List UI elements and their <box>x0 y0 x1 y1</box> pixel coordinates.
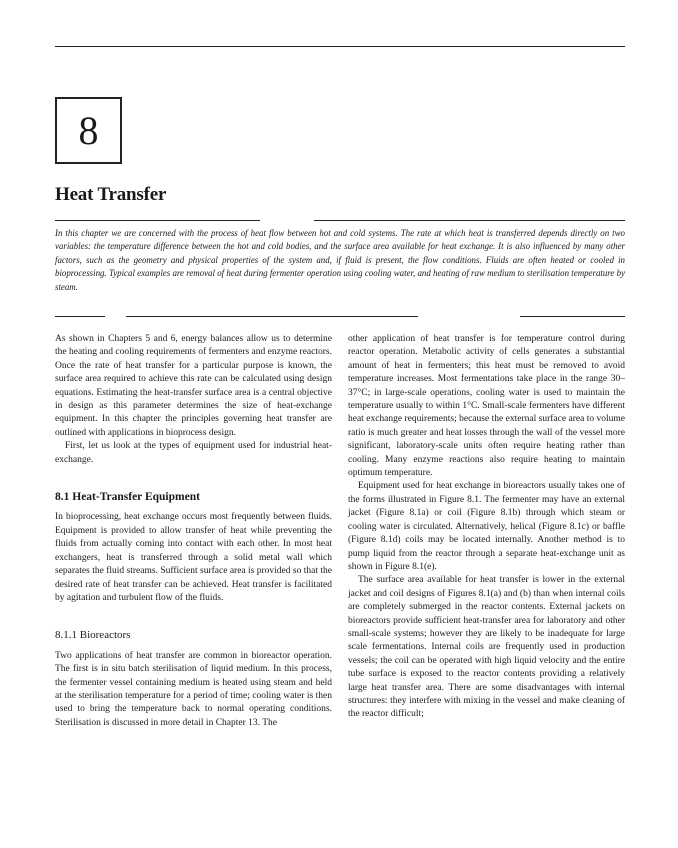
abstract-bottom-rule-middle <box>126 316 418 317</box>
chapter-abstract: In this chapter we are concerned with the process of heat flow between hot and cold systems. The rate at which heat is transferred depends directly on two variables: the temperature difference between the hot and cold bodies, and the surface area available for heat exchange. It is also influenced by many other factors, such as the geometry and physical properties of the system and, if fluid is present, the flow conditions. Fluids are often heated or cooled in bioprocessing. Typical examples are removal of heat during fermenter operation using cooling water, and heating of raw medium to sterilisation temperature by steam. <box>55 228 625 292</box>
top-rule <box>55 46 625 47</box>
right-paragraph-2: Equipment used for heat exchange in bioreactors usually takes one of the forms illustrated in Figure 8.1. The fermenter may have an external jacket (Figure 8.1a) or coil (Figure 8.1b) through which steam or cooling water is circulated. Alternatively, helical (Figure 8.1c) or baffle (Figure 8.1d) coils may be located internally. Another method is to pump liquid from the reactor through a separate heat-exchange unit as shown in Figure 8.1(e). <box>348 481 625 572</box>
section-paragraph-1: In bioprocessing, heat exchange occurs most frequently between fluids. Equipment is provided to allow transfer of heat while preventing the fluids from actually coming into contact with each other. In most heat exchangers, heat is transferred through a solid metal wall which separates the fluid streams. Sufficient surface area is provided so that the desired rate of heat transfer can be achieved. Heat transfer is facilitated by agitation and turbulent flow of the fluids. <box>55 512 332 603</box>
abstract-bottom-rule-right <box>520 316 625 317</box>
right-paragraph-1: other application of heat transfer is for temperature control during reactor operation. Metabolic activity of cells generates a substantial amount of heat in fermenters; this heat must be removed to avoid temperature increases. Most fermentations take place in the range 30–37°C; in large-scale operations, cooling water is used to maintain the temperature usually to within 1°C. Small-scale fermenters have different heat exchange requirements; because the external surface area to volume ratio is much greater and heat losses through the wall of the vessel more significant, laboratory-scale units often require heating rather than cooling. Many enzyme reactions also require heating to maintain optimum temperature. <box>348 334 625 479</box>
intro-paragraph-1: As shown in Chapters 5 and 6, energy balances allow us to determine the heating and cooling requirements of fermenters and enzyme reactors. Once the rate of heat transfer for a particular purpose is known, the surface area required to achieve this rate can be calculated using design equations. Estimating the heat-transfer surface area is a central objective in design as this parameter determines the size of heat-exchange equipment. In this chapter the principles governing heat transfer are outlined with applications in bioprocess design. <box>55 334 332 438</box>
right-paragraph-3: The surface area available for heat transfer is lower in the external jacket and coil designs of Figures 8.1(a) and (b) than when internal coils are completely submerged in the reactor contents. External jackets on bioreactors provide sufficient heat-transfer area for laboratory and other small-scale systems; however they are likely to be inadequate for large scale fermentations. Internal coils are frequently used in production vessels; the coil can be operated with high liquid velocity and the entire tube surface is exposed to the reactor contents providing a relatively large heat transfer area. There are some disadvantages with internal structures: they interfere with mixing in the vessel and make cleaning of the reactor difficult; <box>348 575 625 720</box>
chapter-number: 8 <box>78 108 99 153</box>
chapter-number-box <box>55 97 122 164</box>
left-column <box>55 333 332 730</box>
intro-paragraph-2: First, let us look at the types of equipment used for industrial heat-exchange. <box>55 441 332 465</box>
subsection-paragraph-1: Two applications of heat transfer are common in bioreactor operation. The first is in situ batch sterilisation of liquid medium. In this process, the fermenter vessel containing medium is heated using steam and held at the sterilisation temperature for a period of time; cooling water is then used to bring the temperature back to normal operating conditions. Sterilisation is discussed in more detail in Chapter 13. The <box>55 650 332 728</box>
chapter-title: Heat Transfer <box>55 184 167 205</box>
abstract-top-rule-right <box>314 220 625 221</box>
abstract-bottom-rule-left <box>55 316 105 317</box>
subsection-heading: 8.1.1 Bioreactors <box>55 629 131 642</box>
right-column <box>348 333 625 722</box>
abstract-top-rule-left <box>55 220 260 221</box>
section-heading: 8.1 Heat-Transfer Equipment <box>55 491 200 504</box>
